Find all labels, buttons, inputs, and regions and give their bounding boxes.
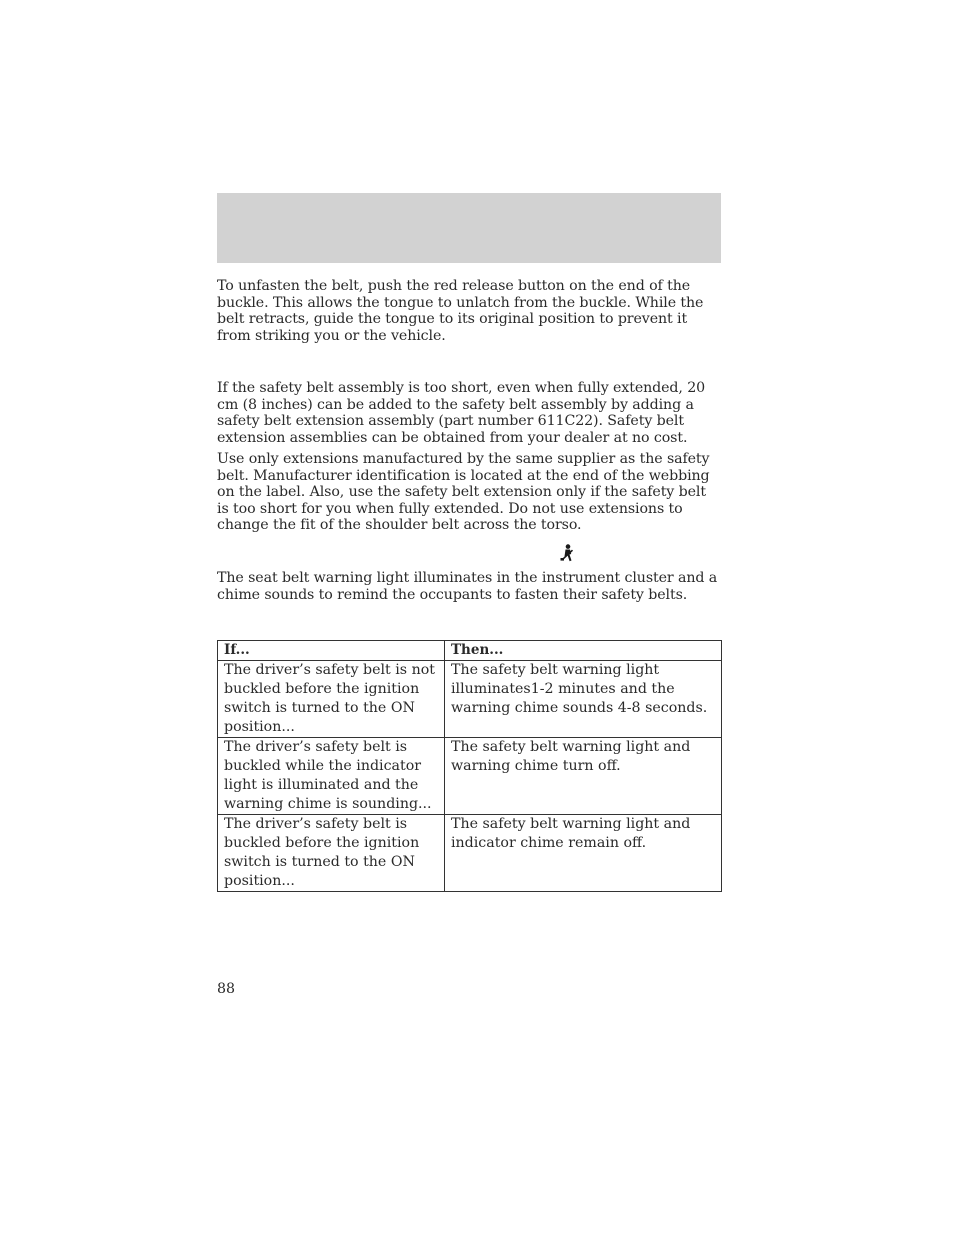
- table-header-row: [218, 641, 722, 661]
- table-cell: The driver’s safety belt is buckled while the indicator light is illuminated and the warning chime is sounding...: [218, 738, 445, 815]
- page-number: 88: [217, 981, 236, 997]
- table-cell: The safety belt warning light and warning chime turn off.: [445, 738, 722, 815]
- extension-paragraph-2: Use only extensions manufactured by the same supplier as the safety belt. Manufacturer identification is located at the end of the webbing on the label. Also, use the safety belt extension only if the safety belt is too short for you when fully extended. Do not use extensions to change the fit of the shoulder belt across the torso.: [217, 451, 710, 533]
- table-cell: The safety belt warning light and indicator chime remain off.: [445, 815, 722, 892]
- seat-belt-icon: [559, 544, 575, 562]
- table-cell: The driver’s safety belt is not buckled before the ignition switch is turned to the ON position...: [218, 661, 445, 738]
- extension-paragraph-1: If the safety belt assembly is too short, even when fully extended, 20 cm (8 inches) can be added to the safety belt assembly by adding a safety belt extension assembly (part number 611C22). Safety belt extension assemblies can be obtained from your dealer at no cost.: [217, 380, 706, 446]
- if-then-table: [217, 640, 722, 892]
- table-cell: The driver’s safety belt is buckled before the ignition switch is turned to the ON position...: [218, 815, 445, 892]
- section-header-band: [217, 193, 721, 263]
- column-header-then: Then...: [445, 641, 722, 661]
- unfasten-paragraph: To unfasten the belt, push the red release button on the end of the buckle. This allows the tongue to unlatch from the buckle. While the belt retracts, guide the tongue to its original position to prevent it from striking you or the vehicle.: [217, 278, 704, 344]
- table-row: [218, 738, 722, 815]
- table-row: [218, 661, 722, 738]
- warning-light-paragraph: The seat belt warning light illuminates in the instrument cluster and a chime sounds to remind the occupants to fasten their safety belts.: [217, 570, 718, 603]
- table-cell: The safety belt warning light illuminates1-2 minutes and the warning chime sounds 4-8 seconds.: [445, 661, 722, 738]
- column-header-if: If...: [218, 641, 445, 661]
- table-row: [218, 815, 722, 892]
